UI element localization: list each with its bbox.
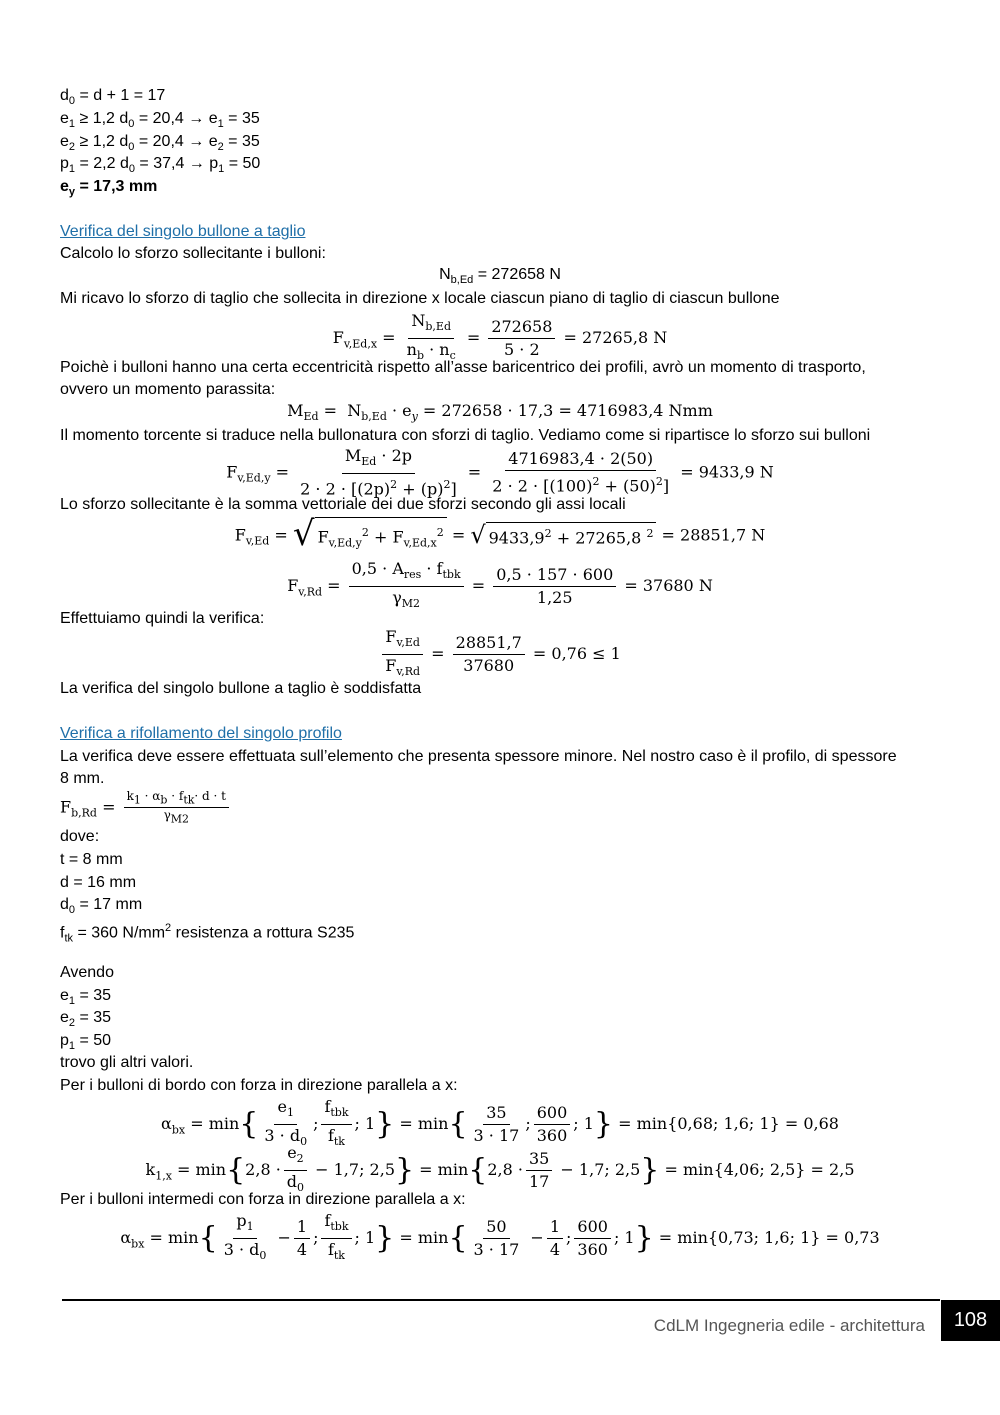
intro-e1-line: $e_1 \ge 1,2$ $d_0 = 20,4 \to e_1 = 35$ (60, 110, 260, 131)
intro-p1-line: $p_1 = 2,2$ $d_0 = 37,4 \to p_1 = 50$ (60, 155, 261, 176)
param-e1: $e_1 = 35$ (60, 987, 112, 1008)
intro-e2-line: $e_2 \ge 1,2$ $d_0 = 20,4 \to e_2 = 35$ (60, 133, 260, 154)
paragraph: Mi ricavo lo sforzo di taglio che sollecita in direzione x locale ciascun piano di taglio di ciascun bullone (60, 290, 780, 307)
page-number: 108 (941, 1300, 1000, 1341)
equation-fv-rd: $F_{v,Rd}$ = $\frac{0,5 \cdot A_{res} \cdot f_{tbk}}{\gamma_{M2}}$ = $\frac{0,5 \cdot 157 \cdot 600}{1,25}$ = 37680 N (287, 559, 713, 611)
paragraph: La verifica deve essere effettuata sull’elemento che presenta spessore minore. Nel nostro caso è il profilo, di spessore (60, 748, 897, 765)
param-p1: $p_1 = 50$ (60, 1032, 112, 1053)
footer-rule (62, 1299, 940, 1301)
paragraph: Per i bulloni di bordo con forza in direzione parallela a x: (60, 1077, 458, 1094)
section-heading-bearing: Verifica a rifollamento del singolo profilo (60, 725, 342, 742)
paragraph: Poichè i bulloni hanno una certa eccentricità rispetto all’asse baricentrico dei profili, avrò un momento di trasporto, (60, 359, 866, 376)
param-ftk: $f_{tk} = 360$ $N/mm^2$ resistenza a rottura S235 (60, 922, 355, 945)
param-e2: $e_2 = 35$ (60, 1009, 112, 1030)
paragraph: Calcolo lo sforzo sollecitante i bulloni: (60, 245, 326, 262)
equation-fv-ed: $F_{v,Ed}$ = √ $F_{v,Ed,y}^2 + F_{v,Ed,x}^2$ = √ $9433,9^2 + 27265,8$ $^2$ = 28851,7 N (234, 514, 766, 554)
paragraph: Il momento torcente si traduce nella bullonatura con sforzi di taglio. Vediamo come si ripartisce lo sforzo sui bulloni (60, 427, 871, 444)
paragraph: Avendo (60, 964, 114, 981)
intro-d0-line: $d_0 = d + 1 = 17$ (60, 87, 166, 108)
paragraph: ovvero un momento parassita: (60, 381, 276, 398)
equation-fb-rd: $F_{b,Rd}$ = $\frac{k_1 \cdot \alpha_b \cdot f_{tk}\cdot d \cdot t}{\gamma_{M2}}$ (60, 789, 232, 827)
equation-alpha-bx-edge: $\alpha_{bx} = \min${ $\frac{e_1}{3 \cdot d_0}$ ; $\frac{f_{tbk}}{f_{tk}}$ ; 1} = min{ $\frac{35}{3 \cdot 17}$ ; $\frac{600}{360}$ ; 1} = min{0,68; 1,6; 1} = 0,68 (161, 1097, 839, 1149)
equation-fv-ed-x: $F_{v,Ed,x}$ = $\frac{N_{b,Ed}}{n_b \cdot n_c}$ = $\frac{272658}{5 \cdot 2}$ = 27265,8 N (332, 311, 668, 363)
equation-k1x-edge: $k_{1,x} = \min\{2,8$ · $\frac{e_2}{d_0}$ − 1,7; 2,5} = min{2,8 · $\frac{35}{17}$ − 1,7; 2,5} = min{4,06; 2,5} = 2,5 (145, 1143, 855, 1195)
param-d0: $d_0 = 17$ mm (60, 896, 143, 917)
paragraph: Lo sforzo sollecitante è la somma vettoriale dei due sforzi secondo gli assi locali (60, 496, 626, 513)
intro-ey-line: $e_y = 17,3$ mm (60, 178, 158, 199)
paragraph: trovo gli altri valori. (60, 1054, 194, 1071)
footer-course-name: CdLM Ingegneria edile - architettura (653, 1316, 925, 1335)
nbed-value: $N_{b,Ed} = 272658$ N (439, 266, 561, 287)
equation-fv-ed-y: $F_{v,Ed,y}$ = $\frac{M_{Ed} \cdot 2p}{2 \cdot 2 \cdot [(2p)^2 + (p)^2]}$ = $\frac{4716983,4 \cdot 2(50)}{2 \cdot 2 \cdot [(100)^2 + (50)^2]}$ = 9433,9 N (226, 446, 774, 499)
equation-m-ed: $M_{Ed} = N_{b,Ed} \cdot e_y = 272658 \cdot 17,3 = 4716983,4$ Nmm (287, 401, 713, 424)
paragraph: dove: (60, 828, 100, 845)
paragraph: 8 mm. (60, 770, 105, 787)
paragraph: La verifica del singolo bullone a taglio è soddisfatta (60, 680, 422, 697)
equation-shear-check: $\frac{F_{v,Ed}}{F_{v,Rd}}$ = $\frac{28851,7}{37680}$ = 0,76 ≤ 1 (0, 626, 1000, 683)
equation-alpha-bx-intermediate: $\alpha_{bx} = \min${ $\frac{p_1}{3 \cdot d_0}$ − $\frac{1}{4}$ ; $\frac{f_{tbk}}{f_{tk}}$ ; 1} = min{ $\frac{50}{3 \cdot 17}$ − $\frac{1}{4}$ ; $\frac{600}{360}$ ; 1} = min{0,73; 1,6; 1} = 0,73 (120, 1211, 880, 1263)
param-d: d = 16 mm (60, 874, 137, 891)
param-t: t = 8 mm (60, 851, 123, 868)
paragraph: Effettuiamo quindi la verifica: (60, 610, 265, 627)
paragraph: Per i bulloni intermedi con forza in direzione parallela a x: (60, 1191, 466, 1208)
section-heading-shear: Verifica del singolo bullone a taglio (60, 223, 306, 240)
